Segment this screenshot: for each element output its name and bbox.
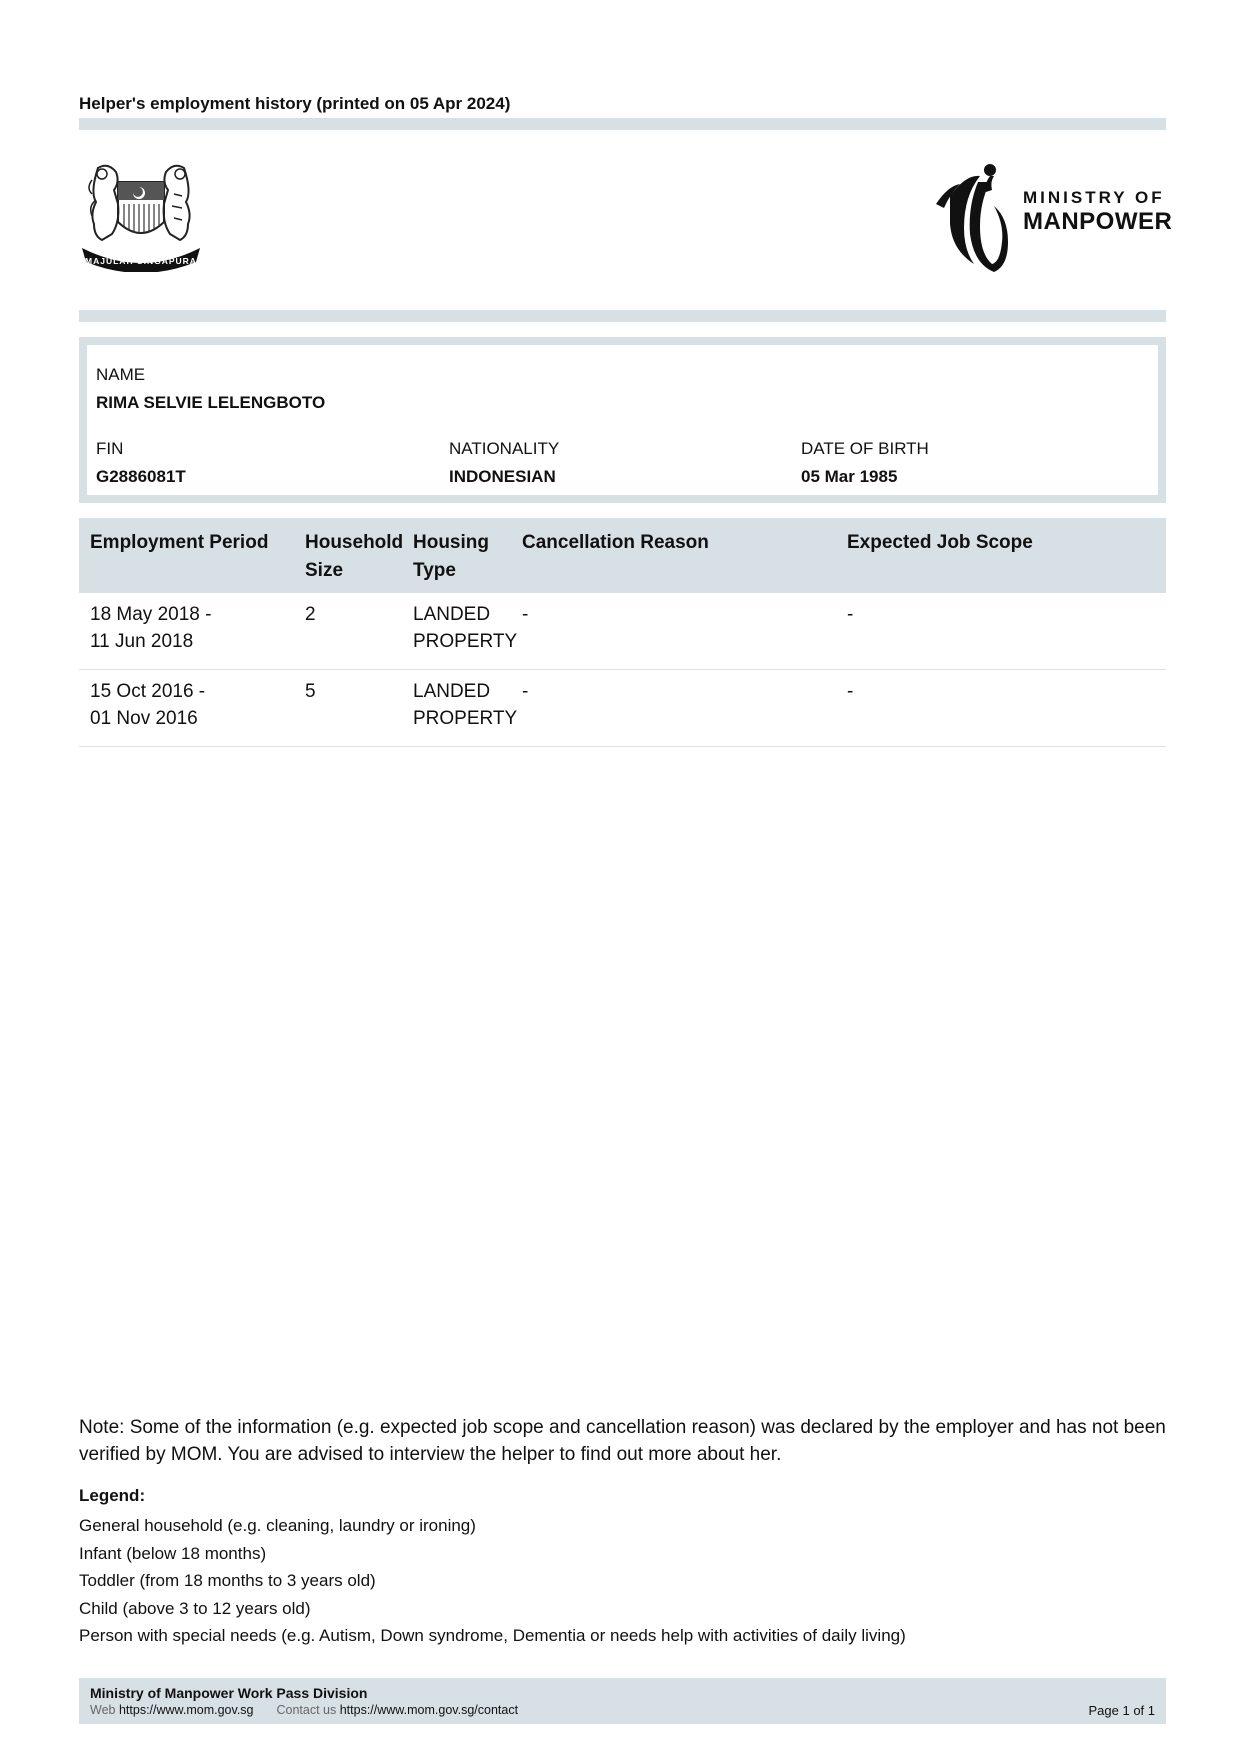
table-header bbox=[79, 518, 1166, 593]
dob-label: DATE OF BIRTH bbox=[801, 439, 929, 458]
cell-cancellation-reason: - bbox=[522, 681, 529, 702]
cell-employment-period: 15 Oct 2016 - 01 Nov 2016 bbox=[90, 681, 206, 729]
page-title: Helper's employment history (printed on 05 Apr 2024) bbox=[79, 94, 511, 113]
fin-label: FIN bbox=[96, 439, 124, 458]
legend-item: Child (above 3 to 12 years old) bbox=[79, 1598, 311, 1618]
helper-info-box bbox=[79, 337, 1166, 503]
disclaimer-note: Note: Some of the information (e.g. expected job scope and cancellation reason) was declared by the employer and has not been verified by MOM. You are advised to interview the helper to find out more about her. bbox=[79, 1417, 1166, 1465]
cell-expected-job-scope: - bbox=[847, 604, 854, 625]
page-footer bbox=[79, 1678, 1166, 1724]
web-link[interactable]: https://www.mom.gov.sg bbox=[118, 1703, 254, 1717]
legend-list bbox=[79, 1512, 906, 1650]
cell-household-size: 2 bbox=[305, 604, 316, 625]
cell-employment-period: 18 May 2018 - 11 Jun 2018 bbox=[90, 604, 212, 652]
legend-item: Infant (below 18 months) bbox=[79, 1543, 267, 1563]
name-label: NAME bbox=[96, 365, 146, 384]
name-value: RIMA SELVIE LELENGBOTO bbox=[96, 393, 326, 412]
header-expected-job-scope: Expected Job Scope bbox=[847, 532, 1033, 553]
header-housing-type: Housing Type bbox=[413, 532, 489, 581]
contact-label: Contact us bbox=[276, 1703, 337, 1717]
ministry-of-manpower-logo bbox=[928, 160, 1173, 278]
header-divider bbox=[79, 118, 1166, 130]
nationality-value: INDONESIAN bbox=[449, 467, 556, 486]
cell-housing-type: LANDED PROPERTY bbox=[413, 681, 518, 729]
table-row bbox=[79, 593, 1166, 670]
section-divider bbox=[79, 310, 1166, 322]
mom-figure-icon bbox=[928, 160, 1023, 278]
footer-title: Ministry of Manpower Work Pass Division bbox=[90, 1685, 368, 1701]
cell-household-size: 5 bbox=[305, 681, 316, 702]
cell-expected-job-scope: - bbox=[847, 681, 854, 702]
logo-line-2: MANPOWER bbox=[1023, 208, 1173, 235]
legend-item: Toddler (from 18 months to 3 years old) bbox=[79, 1571, 376, 1590]
footer-links bbox=[90, 1703, 518, 1717]
crest-motto: MAJULAH SINGAPURA bbox=[85, 256, 197, 266]
legend-item: General household (e.g. cleaning, laundry or ironing) bbox=[79, 1516, 476, 1535]
page-number: Page 1 of 1 bbox=[1088, 1703, 1155, 1718]
header-employment-period: Employment Period bbox=[90, 532, 269, 553]
dob-value: 05 Mar 1985 bbox=[801, 467, 898, 486]
fin-value: G2886081T bbox=[96, 467, 186, 486]
logo-line-1: MINISTRY OF bbox=[1023, 188, 1165, 207]
header-cancellation-reason: Cancellation Reason bbox=[522, 532, 709, 553]
legend-title: Legend: bbox=[79, 1486, 146, 1505]
singapore-crest-logo bbox=[78, 160, 204, 272]
cell-cancellation-reason: - bbox=[522, 604, 529, 625]
contact-link[interactable]: https://www.mom.gov.sg/contact bbox=[339, 1703, 519, 1717]
web-label: Web bbox=[90, 1703, 116, 1717]
table-row bbox=[79, 670, 1166, 747]
nationality-label: NATIONALITY bbox=[449, 439, 560, 458]
legend-item: Person with special needs (e.g. Autism, Down syndrome, Dementia or needs help with activities of daily living) bbox=[79, 1626, 906, 1645]
cell-housing-type: LANDED PROPERTY bbox=[413, 604, 518, 652]
header-household-size: Household Size bbox=[305, 532, 404, 581]
